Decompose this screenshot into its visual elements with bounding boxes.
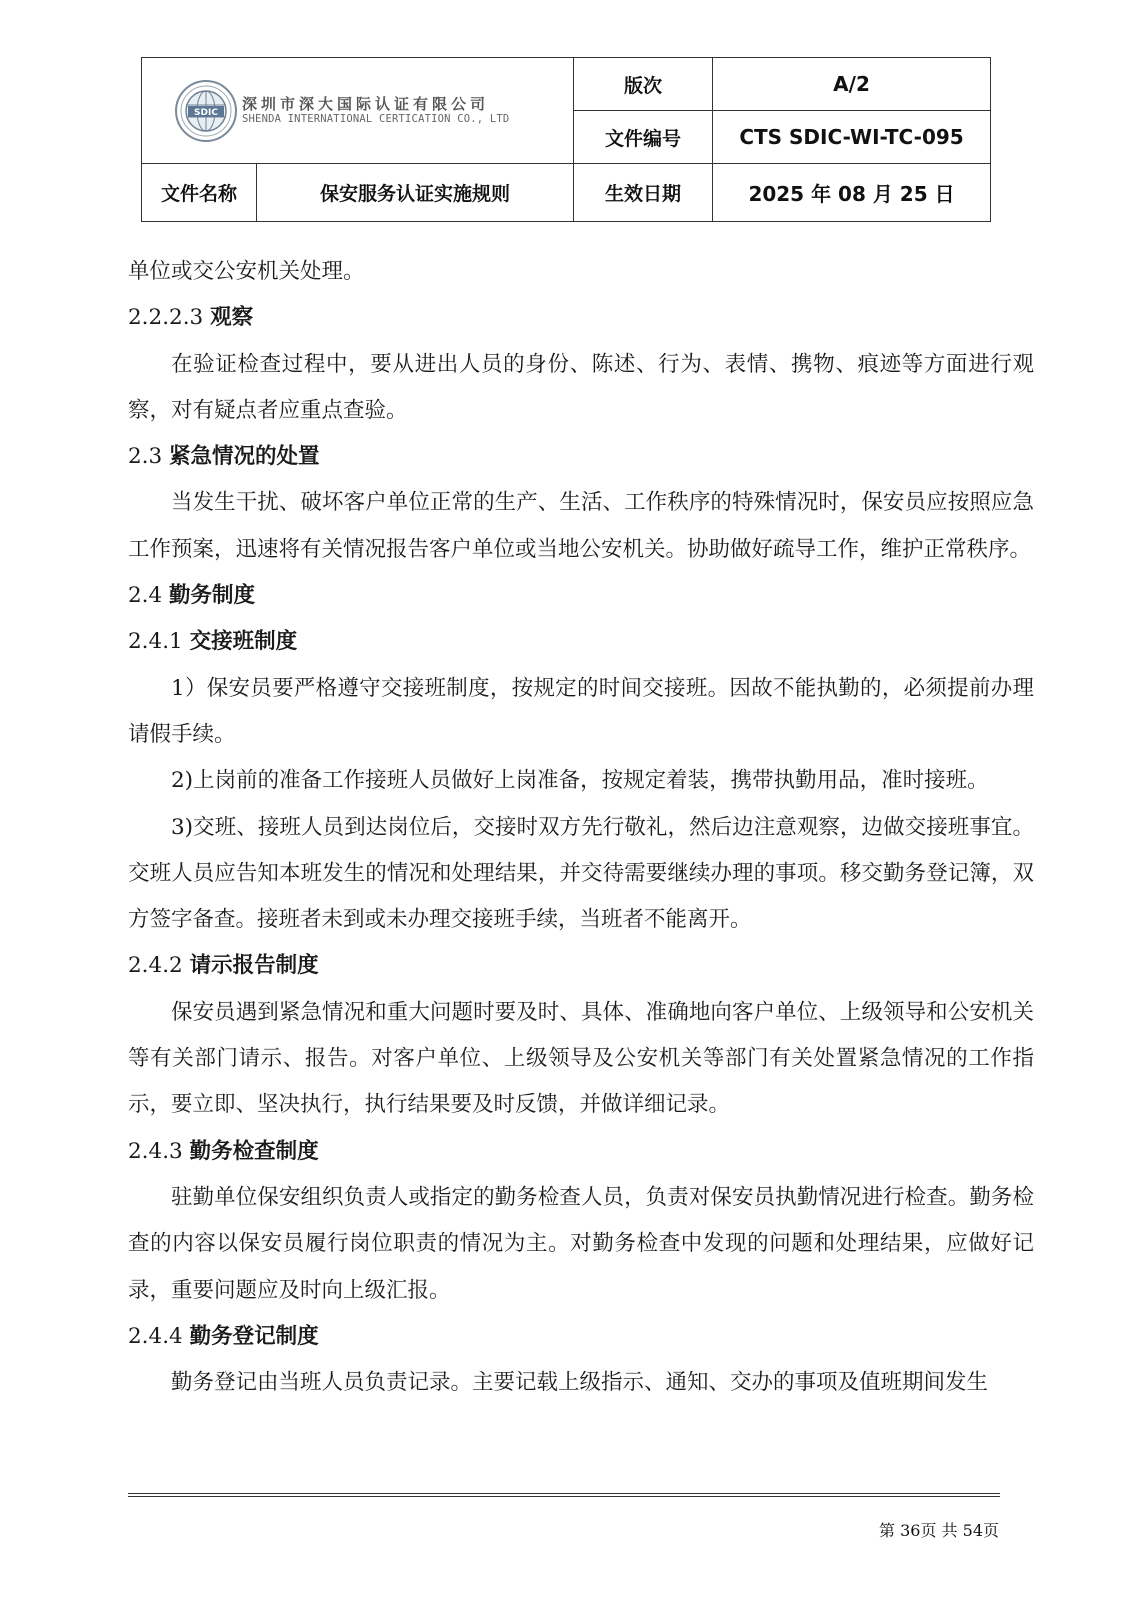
- company-logo-cell: [142, 58, 574, 164]
- section-heading: [128, 1129, 1034, 1175]
- logo-text: SDIC: [194, 107, 218, 118]
- section-number: 2.4: [128, 583, 163, 609]
- section-heading: [128, 1314, 1034, 1360]
- section-heading: [128, 434, 1034, 480]
- section-title: 勤务制度: [169, 583, 256, 609]
- body-paragraph: 在验证检查过程中，要从进出人员的身份、陈述、行为、表情、携物、痕迹等方面进行观察，对有疑点者应重点查验。: [128, 351, 1034, 423]
- section-heading: [128, 619, 1034, 665]
- section-title: 交接班制度: [189, 629, 298, 655]
- section-number: 2.4.3: [128, 1138, 183, 1164]
- section-number: 2.4.1: [128, 629, 183, 655]
- version-value: A/2: [713, 58, 991, 111]
- company-name-cn: 深圳市深大国际认证有限公司: [242, 94, 490, 113]
- effective-date-label: 生效日期: [574, 164, 713, 222]
- company-name-en: SHENDA INTERNATIONAL CERTICATION CO., LTD: [242, 113, 510, 126]
- section-title: 勤务检查制度: [189, 1138, 319, 1164]
- section-number: 2.2.2.3: [128, 305, 204, 331]
- section-heading: [128, 295, 1034, 341]
- footer-rule: [128, 1493, 1000, 1494]
- section-heading: [128, 943, 1034, 989]
- doc-name-label: 文件名称: [142, 164, 257, 222]
- section-number: 2.4.4: [128, 1323, 183, 1349]
- company-globe-logo-icon: [174, 79, 238, 143]
- body-paragraph: 1）保安员要严格遵守交接班制度，按规定的时间交接班。因故不能执勤的，必须提前办理请假手续。: [128, 675, 1034, 747]
- body-paragraph: 3)交班、接班人员到达岗位后，交接时双方先行敬礼，然后边注意观察，边做交接班事宜。交班人员应告知本班发生的情况和处理结果，并交待需要继续办理的事项。移交勤务登记簿，双方签字备查。接班者未到或未办理交接班手续，当班者不能离开。: [128, 814, 1034, 933]
- effective-date-value: 2025 年 08 月 25 日: [713, 164, 991, 222]
- body-paragraph: 保安员遇到紧急情况和重大问题时要及时、具体、准确地向客户单位、上级领导和公安机关等有关部门请示、报告。对客户单位、上级领导及公安机关等部门有关处置紧急情况的工作指示，要立即、坚决执行，执行结果要及时反馈，并做详细记录。: [128, 999, 1034, 1118]
- footer-rule: [128, 1496, 1000, 1497]
- body-paragraph: 当发生干扰、破坏客户单位正常的生产、生活、工作秩序的特殊情况时，保安员应按照应急工作预案，迅速将有关情况报告客户单位或当地公安机关。协助做好疏导工作，维护正常秩序。: [128, 490, 1034, 562]
- section-heading: [128, 573, 1034, 619]
- section-title: 勤务登记制度: [189, 1323, 319, 1349]
- section-title: 请示报告制度: [189, 953, 319, 979]
- body-paragraph: 勤务登记由当班人员负责记录。主要记载上级指示、通知、交办的事项及值班期间发生: [171, 1370, 989, 1396]
- section-number: 2.3: [128, 444, 163, 470]
- version-label: 版次: [574, 58, 713, 111]
- section-title: 观察: [210, 305, 254, 331]
- doc-name-value: 保安服务认证实施规则: [257, 164, 574, 222]
- body-paragraph: 驻勤单位保安组织负责人或指定的勤务检查人员，负责对保安员执勤情况进行检查。勤务检查的内容以保安员履行岗位职责的情况为主。对勤务检查中发现的问题和处理结果，应做好记录，重要问题应及时向上级汇报。: [128, 1184, 1034, 1303]
- document-header-table: [141, 57, 991, 222]
- section-number: 2.4.2: [128, 953, 183, 979]
- page-number: 第 36页 共 54页: [879, 1521, 999, 1540]
- body-paragraph: 2)上岗前的准备工作接班人员做好上岗准备，按规定着装，携带执勤用品，准时接班。: [171, 768, 989, 794]
- doc-number-label: 文件编号: [574, 111, 713, 164]
- body-paragraph: 单位或交公安机关处理。: [128, 259, 365, 284]
- doc-number-value: CTS SDIC-WI-TC-095: [713, 111, 991, 164]
- document-body: [128, 249, 1034, 1406]
- section-title: 紧急情况的处置: [169, 444, 320, 470]
